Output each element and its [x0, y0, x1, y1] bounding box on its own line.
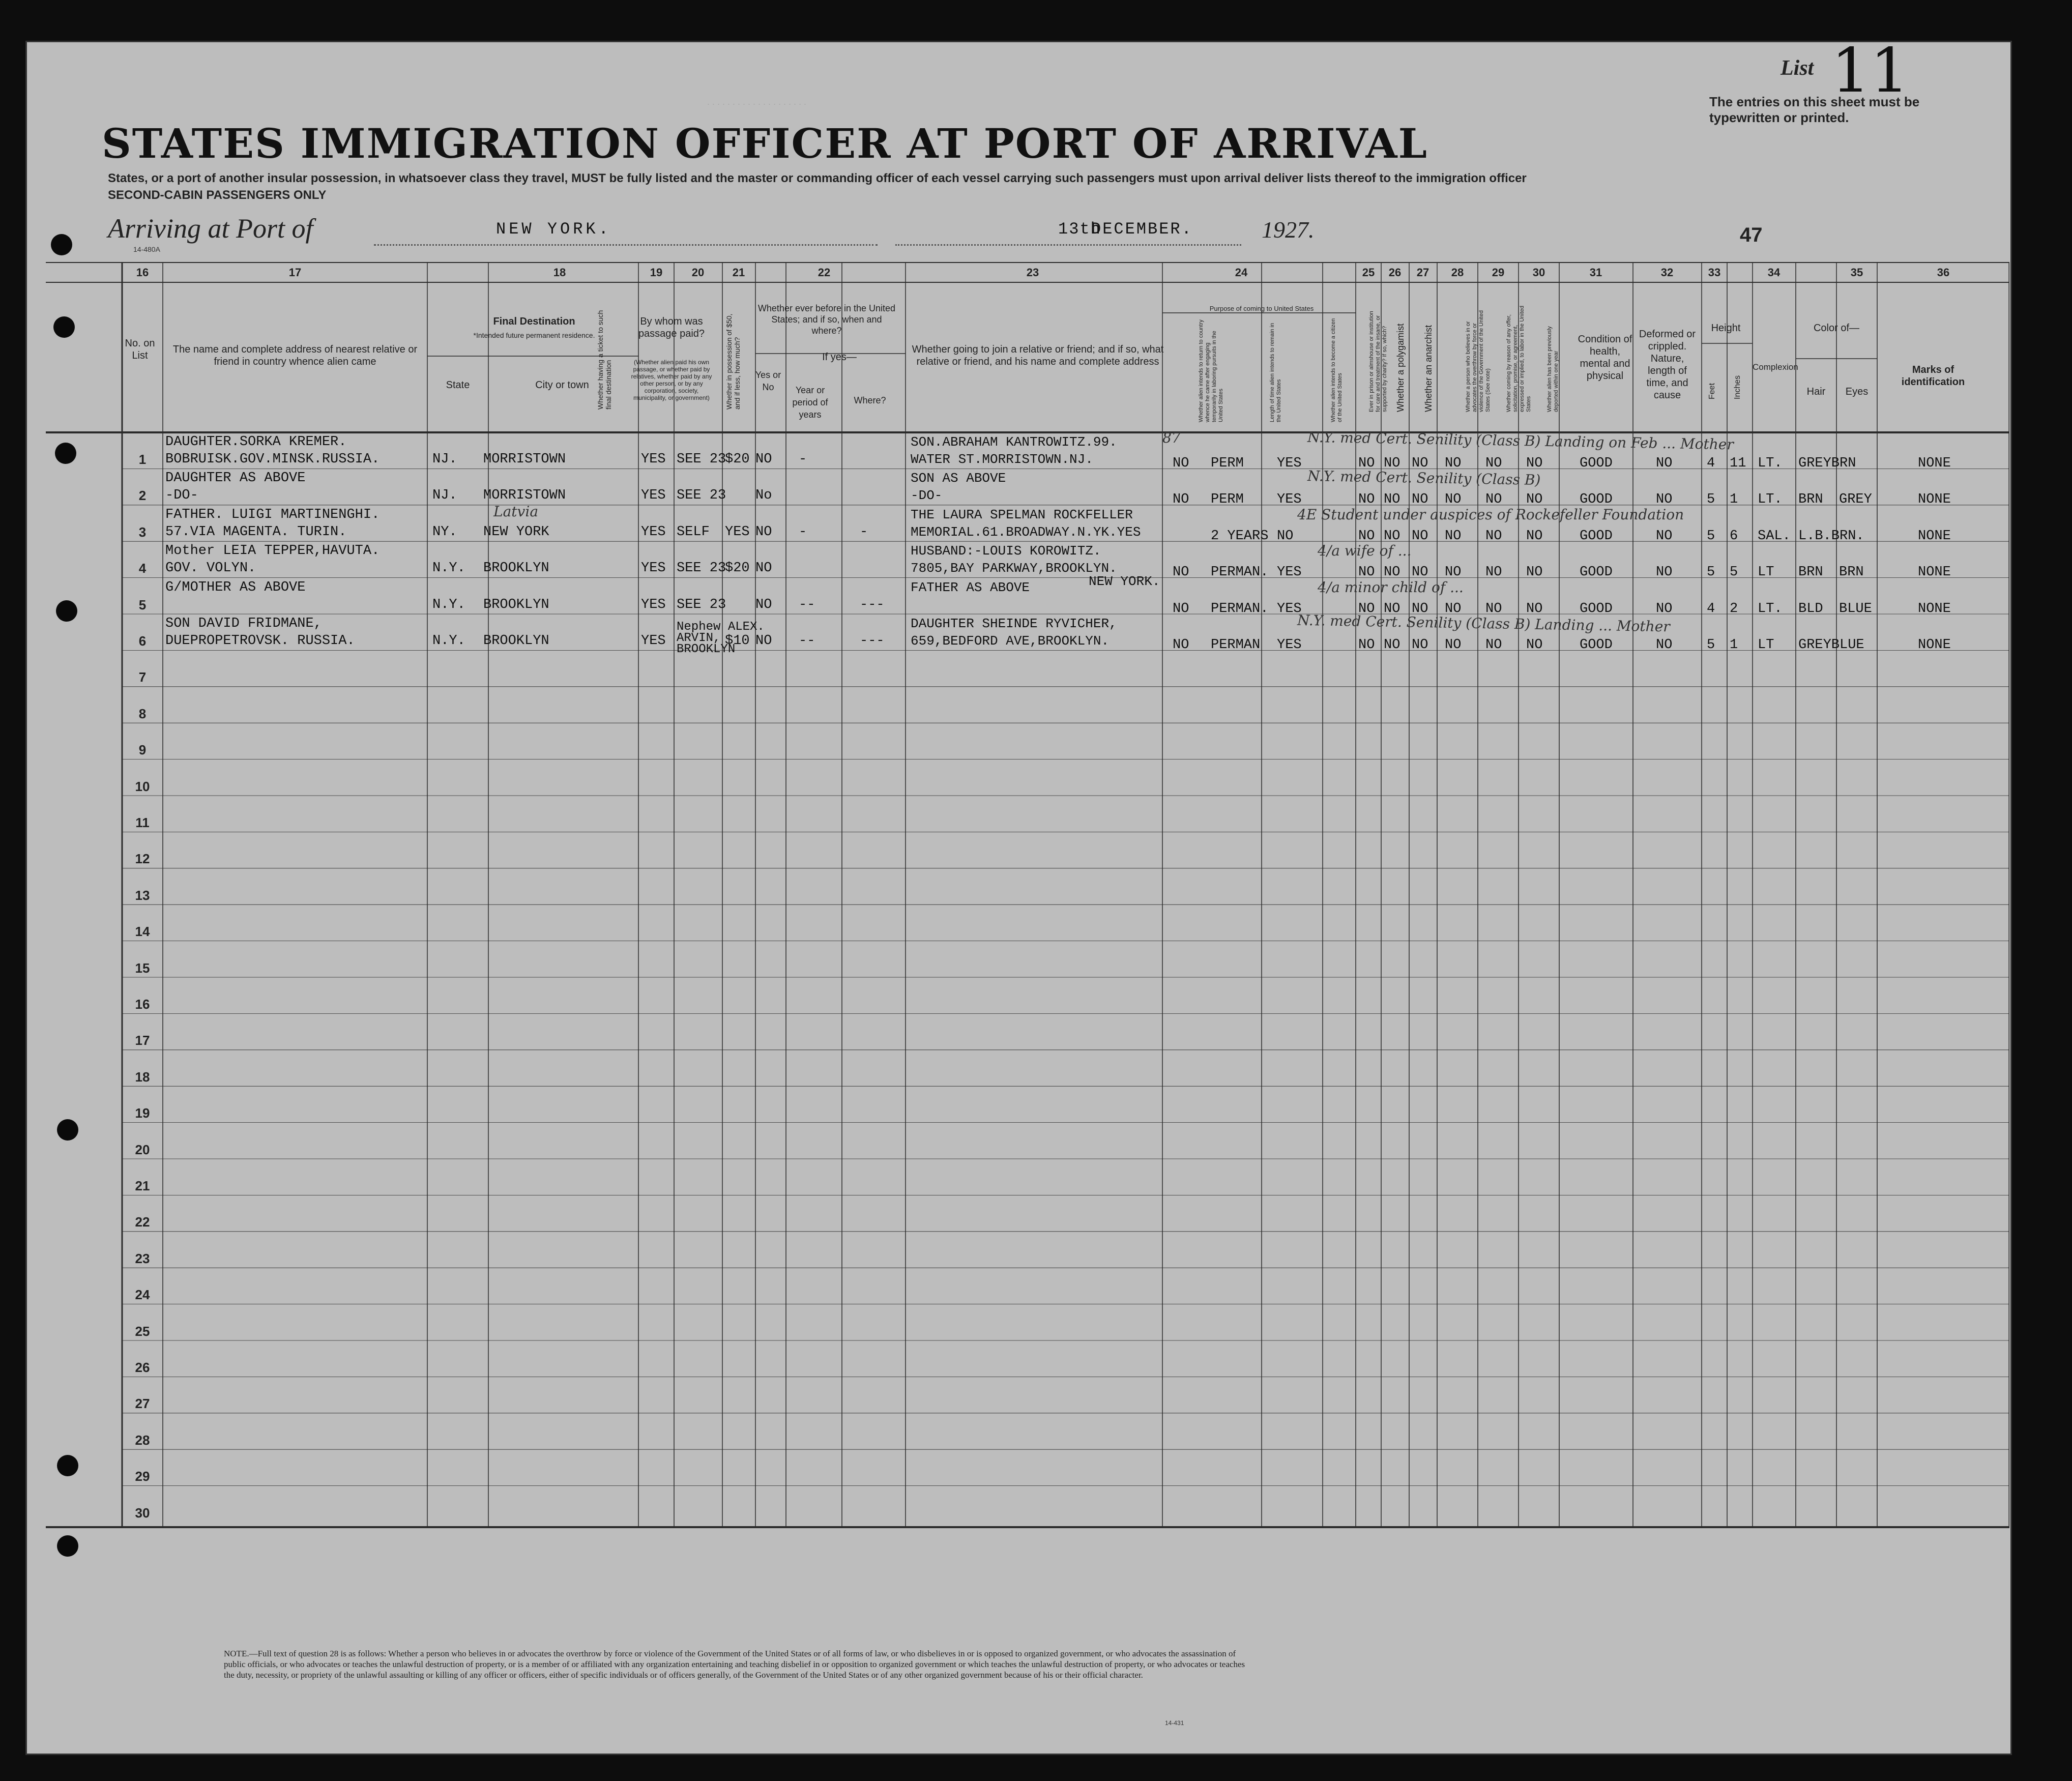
- complexion-value: LT: [1758, 637, 1774, 653]
- eyes-value: BRN: [1839, 565, 1864, 580]
- coming-offer-value: NO: [1485, 492, 1502, 508]
- header-inches: Inches: [1733, 375, 1742, 399]
- header-yes-no: Yes or No: [755, 370, 781, 392]
- header-eyes: Eyes: [1845, 386, 1869, 397]
- purpose-length-value: 2 YEARS: [1211, 528, 1269, 544]
- deported-value: NO: [1526, 456, 1543, 471]
- ticket-value: YES: [641, 488, 666, 504]
- header-color-of: Color of—: [1813, 323, 1860, 334]
- column-number: 27: [1416, 266, 1429, 279]
- row-number: 20: [135, 1142, 150, 1157]
- before-in-us-value: NO: [755, 524, 772, 540]
- complexion-value: LT.: [1758, 492, 1783, 508]
- destination-city: NEW YORK: [483, 524, 549, 540]
- header-marks: Marks of identification: [1901, 364, 1965, 388]
- year-period-value: --: [799, 597, 815, 612]
- hair-value: BRN: [1798, 565, 1823, 580]
- coming-offer-value: NO: [1485, 528, 1502, 544]
- hair-value: BRN: [1798, 492, 1823, 508]
- header-ticket: Whether having a ticket to such final destination: [596, 310, 612, 410]
- overthrow-value: NO: [1445, 456, 1462, 471]
- row-number: 19: [135, 1105, 150, 1121]
- relative-name: Mother LEIA TEPPER,HAVUTA.: [165, 543, 380, 559]
- deported-value: NO: [1526, 528, 1543, 544]
- passage-paid-value: SELF: [677, 524, 710, 540]
- header-purpose-return: Whether alien intends to return to country whence he came after engaging temporarily in laboring pursuits in the United States: [1198, 319, 1224, 422]
- money-value: YES: [725, 524, 750, 540]
- coming-offer-value: NO: [1485, 637, 1502, 653]
- height-inches-value: 6: [1730, 528, 1738, 544]
- row-number: 11: [135, 815, 150, 830]
- column-number: 32: [1660, 266, 1674, 279]
- intro-text: States, or a port of another insular possession, in whatsoever class they travel, MUST be fully listed and the master or commanding officer of each vessel carrying such passengers must upon arrival deliver lists thereof to the immigration officer: [108, 171, 1527, 185]
- where-value: ---: [860, 633, 885, 649]
- column-number: 24: [1235, 266, 1248, 279]
- row-number: 18: [135, 1069, 150, 1085]
- deported-value: NO: [1526, 492, 1543, 508]
- handwritten-note-row-1: N.Y. med Cert. Senility (Class B) Landing on Feb ... Mother: [1307, 428, 1734, 453]
- deported-value: NO: [1526, 601, 1543, 617]
- coming-offer-value: NO: [1485, 601, 1502, 617]
- row-number: 13: [135, 887, 150, 903]
- row-number: 5: [138, 597, 147, 612]
- marks-value: NONE: [1918, 528, 1951, 544]
- header-prison: Ever in prison or almshouse or institution for care and treatment of the insane, or supported by charity? If so, which?: [1368, 311, 1388, 412]
- column-number: 17: [288, 266, 302, 279]
- destination-state: NJ.: [432, 488, 457, 504]
- health-value: GOOD: [1580, 528, 1613, 544]
- hair-value: GREYBLUE: [1798, 637, 1864, 653]
- before-in-us-value: NO: [755, 597, 772, 612]
- overthrow-value: NO: [1445, 601, 1462, 617]
- list-number: 11: [1831, 36, 1909, 106]
- health-value: GOOD: [1580, 601, 1613, 617]
- ticket-value: YES: [641, 633, 666, 649]
- relative-address: DUEPROPETROVSK. RUSSIA.: [165, 633, 355, 649]
- header-deported: Whether alien has been previously deported within one year: [1546, 326, 1559, 412]
- health-value: GOOD: [1580, 456, 1613, 471]
- header-no-on-list: No. on List: [125, 338, 155, 361]
- header-coming-offer: Whether coming by reason of any offer, solicitation, promise, or agreement, expressed or implied, to labor in the United States: [1506, 305, 1532, 412]
- relative-address: -DO-: [165, 488, 198, 504]
- money-value: $20: [725, 452, 750, 467]
- cabin-class: SECOND-CABIN PASSENGERS ONLY: [108, 188, 327, 202]
- purpose-citizen-value: YES: [1277, 601, 1302, 617]
- handwritten-age-note: 87: [1162, 429, 1181, 446]
- purpose-return-value: NO: [1173, 565, 1189, 580]
- overthrow-value: NO: [1445, 528, 1462, 544]
- header-purpose-citizen: Whether alien intends to become a citizen of the United States: [1330, 318, 1343, 422]
- ticket-value: YES: [641, 561, 666, 576]
- column-number: 31: [1589, 266, 1602, 279]
- joining-address: MEMORIAL.61.BROADWAY.N.YK.YES: [911, 524, 1141, 540]
- column-number: 22: [818, 266, 831, 279]
- marks-value: NONE: [1918, 492, 1951, 508]
- passage-paid-value: SEE 23: [677, 488, 726, 504]
- column-number: 20: [691, 266, 705, 279]
- header-polygamist: Whether a polygamist: [1395, 323, 1406, 412]
- complexion-value: LT.: [1758, 456, 1783, 471]
- column-number: 23: [1026, 266, 1039, 279]
- passage-paid-value-2: ARVIN,: [677, 631, 721, 645]
- row-number: 9: [138, 742, 147, 758]
- row-number: 6: [138, 633, 147, 649]
- polygamist-value: NO: [1384, 528, 1400, 544]
- row-number: 27: [135, 1396, 150, 1412]
- column-number: 18: [553, 266, 566, 279]
- complexion-value: LT.: [1758, 601, 1783, 617]
- hair-value: BLD: [1798, 601, 1823, 617]
- height-inches-value: 2: [1730, 601, 1738, 617]
- footer-form-code: 14-431: [1165, 1719, 1184, 1727]
- joining-address: 659,BEDFORD AVE,BROOKLYN.: [911, 633, 1110, 649]
- bleed-through-text: . . . . . . . . . . . . . . . . . . . .: [707, 97, 807, 107]
- before-in-us-value: NO: [755, 452, 772, 467]
- deported-value: NO: [1526, 565, 1543, 580]
- row-number: 28: [135, 1432, 150, 1448]
- hair-value: L.B.BRN.: [1798, 528, 1864, 544]
- marks-value: NONE: [1918, 601, 1951, 617]
- relative-address: BOBRUISK.GOV.MINSK.RUSSIA.: [165, 452, 380, 467]
- row-number: 21: [135, 1178, 150, 1193]
- prison-value: NO: [1358, 492, 1375, 508]
- height-feet-value: 5: [1707, 565, 1715, 580]
- column-number: 28: [1451, 266, 1464, 279]
- passage-paid-value: SEE 23: [677, 597, 726, 612]
- deformed-value: NO: [1656, 565, 1673, 580]
- purpose-return-value: NO: [1173, 492, 1189, 508]
- header-relative: The name and complete address of nearest relative or friend in country whence alien came: [172, 344, 418, 367]
- eyes-value: GREY: [1839, 492, 1872, 508]
- handwritten-note-row-5: 4/a minor child of ...: [1318, 578, 1464, 596]
- where-value: -: [860, 524, 868, 540]
- header-money: Whether in possession of $50, and if less, how much?: [725, 313, 741, 410]
- complexion-value: SAL.: [1758, 528, 1791, 544]
- before-in-us-value: NO: [755, 561, 772, 576]
- destination-city: BROOKLYN: [483, 561, 549, 576]
- row-number: 8: [138, 706, 147, 721]
- row-number: 30: [135, 1505, 150, 1521]
- date-dotline: [895, 244, 1241, 246]
- polygamist-value: NO: [1384, 492, 1400, 508]
- header-purpose-length: Length of time alien intends to remain in the United States: [1269, 323, 1282, 422]
- header-anarchist: Whether an anarchist: [1423, 325, 1434, 412]
- column-number: 29: [1492, 266, 1505, 279]
- header-final-destination: Final Destination: [493, 316, 575, 327]
- joining-name: SON.ABRAHAM KANTROWITZ.99.: [911, 434, 1117, 450]
- health-value: GOOD: [1580, 565, 1613, 580]
- footnote-question-28: NOTE.—Full text of question 28 is as follows: Whether a person who believes in or advocates the overthrow by force or violence of the Government of the United States or of all forms of law, or who disbelieves in or is opposed to organized government, or who advocates the assassination of public officials, or who advocates or teaches the unlawful destruction of property, or is a member of or affiliated with any organization entertaining and teaching disbelief in or opposition to organized government or which teaches the unlawful destruction of property, or who advocates or teaches the duty, necessity, or propriety of the unlawful assaulting or killing of any officer or officers, either of specific individuals or of officers generally, of the Government of the United States or of any other organized government because of his or their official character.: [224, 1649, 1245, 1680]
- health-value: GOOD: [1580, 637, 1613, 653]
- column-number: 30: [1532, 266, 1545, 279]
- joining-address: -DO-: [911, 488, 943, 504]
- before-in-us-value: No: [755, 488, 772, 504]
- destination-state: N.Y.: [432, 597, 465, 612]
- passage-paid-value-3: BROOKLYN: [677, 643, 736, 656]
- deformed-value: NO: [1656, 637, 1673, 653]
- row-number: 3: [138, 524, 147, 540]
- deported-value: NO: [1526, 637, 1543, 653]
- hair-value: GREYBRN: [1798, 456, 1856, 471]
- form-code: 14-480A: [133, 245, 160, 253]
- joining-name: DAUGHTER SHEINDE RYVICHER,: [911, 616, 1117, 631]
- anarchist-value: NO: [1412, 492, 1428, 508]
- row-number: 14: [135, 924, 150, 940]
- destination-city: MORRISTOWN: [483, 452, 566, 467]
- purpose-citizen-value: YES: [1277, 456, 1302, 471]
- header-complexion: Complexion: [1753, 362, 1798, 372]
- money-value: $10: [725, 633, 750, 649]
- header-passage-paid-note: (Whether alien paid his own passage, or whether paid by relatives, whether paid by any other person, or by any corporation, society, municipality, or government): [631, 359, 712, 401]
- height-feet-value: 4: [1707, 601, 1715, 617]
- header-before-in-us: Whether ever before in the United States; and if so, when and where?: [757, 303, 896, 336]
- polygamist-value: NO: [1384, 565, 1400, 580]
- destination-state: N.Y.: [432, 561, 465, 576]
- punch-hole: [51, 234, 72, 255]
- purpose-return-value: NO: [1173, 456, 1189, 471]
- anarchist-value: NO: [1412, 456, 1428, 471]
- where-value: ---: [860, 597, 885, 612]
- relative-address: GOV. VOLYN.: [165, 561, 256, 576]
- marks-value: NONE: [1918, 456, 1951, 471]
- arrival-day: 13th: [1058, 220, 1101, 239]
- destination-city: MORRISTOWN: [483, 488, 566, 504]
- polygamist-value: NO: [1384, 637, 1400, 653]
- joining-address: WATER ST.MORRISTOWN.NJ.: [911, 452, 1093, 467]
- purpose-length-value: PERM: [1211, 456, 1244, 471]
- height-feet-value: 5: [1707, 528, 1715, 544]
- row-number: 12: [135, 851, 150, 867]
- year-period-value: -: [799, 524, 807, 540]
- purpose-citizen-value: NO: [1277, 528, 1294, 544]
- header-deformed: Deformed or crippled. Nature, length of time, and cause: [1639, 329, 1696, 401]
- column-number: 36: [1937, 266, 1950, 279]
- column-number: 34: [1767, 266, 1781, 279]
- polygamist-value: NO: [1384, 601, 1400, 617]
- header-if-yes: If yes—: [822, 352, 857, 363]
- year-period-value: --: [799, 633, 815, 649]
- row-number: 22: [135, 1214, 150, 1230]
- relative-name: SON DAVID FRIDMANE,: [165, 616, 322, 631]
- column-number: 25: [1362, 266, 1375, 279]
- coming-offer-value: NO: [1485, 565, 1502, 580]
- column-number: 33: [1708, 266, 1721, 279]
- header-purpose: Purpose of coming to United States: [1209, 305, 1314, 312]
- passage-paid-value: Nephew ALEX.: [677, 620, 765, 634]
- relative-name: FATHER. LUIGI MARTINENGHI.: [165, 507, 380, 522]
- deformed-value: NO: [1656, 601, 1673, 617]
- deformed-value: NO: [1656, 492, 1673, 508]
- ticket-value: YES: [641, 524, 666, 540]
- typewriter-note: The entries on this sheet must be typewritten or printed.: [1709, 94, 1920, 125]
- joining-city: NEW YORK.: [1089, 574, 1160, 590]
- row-number: 7: [138, 669, 147, 685]
- handwritten-note-row-2: N.Y. med Cert. Senility (Class B): [1307, 468, 1541, 489]
- destination-state: NJ.: [432, 452, 457, 467]
- row-number: 4: [138, 561, 147, 576]
- height-inches-value: 1: [1730, 637, 1738, 653]
- row-number: 15: [135, 960, 150, 976]
- header-final-destination-note: *Intended future permanent residence.: [473, 331, 595, 339]
- handwritten-note-row-6: N.Y. med Cert. Senility (Class B) Landing ... Mother: [1297, 611, 1670, 635]
- destination-city: BROOKLYN: [483, 633, 549, 649]
- relative-name: DAUGHTER AS ABOVE: [165, 471, 306, 486]
- header-where: Where?: [854, 395, 886, 405]
- health-value: GOOD: [1580, 492, 1613, 508]
- height-inches-value: 1: [1730, 492, 1738, 508]
- manifest-table: [46, 262, 2009, 1610]
- row-number: 2: [138, 488, 147, 504]
- ticket-value: YES: [641, 597, 666, 612]
- prison-value: NO: [1358, 565, 1375, 580]
- marks-value: NONE: [1918, 637, 1951, 653]
- year-period-value: -: [799, 452, 807, 467]
- height-feet-value: 5: [1707, 637, 1715, 653]
- joining-name: SON AS ABOVE: [911, 471, 1006, 486]
- list-label: List: [1781, 56, 1814, 80]
- handwritten-destination-note: Latvia: [493, 503, 539, 520]
- joining-name: HUSBAND:-LOUIS KOROWITZ.: [911, 543, 1101, 559]
- header-city: City or town: [535, 379, 589, 391]
- prison-value: NO: [1358, 528, 1375, 544]
- port-dotline: [374, 244, 878, 246]
- purpose-return-value: NO: [1173, 601, 1189, 617]
- relative-address: 57.VIA MAGENTA. TURIN.: [165, 524, 347, 540]
- prison-value: NO: [1358, 637, 1375, 653]
- row-number: 25: [135, 1323, 150, 1339]
- passage-paid-value: SEE 23: [677, 452, 726, 467]
- arrival-year: 1927.: [1262, 217, 1315, 243]
- header-year-period: Year or period of years: [792, 385, 828, 420]
- eyes-value: BLUE: [1839, 601, 1872, 617]
- coming-offer-value: NO: [1485, 456, 1502, 471]
- handwritten-note-row-4: 4/a wife of ...: [1318, 542, 1412, 560]
- row-number: 1: [138, 452, 147, 467]
- height-inches-value: 11: [1730, 456, 1746, 471]
- row-number: 16: [135, 997, 150, 1012]
- joining-name: THE LAURA SPELMAN ROCKFELLER: [911, 507, 1133, 522]
- anarchist-value: NO: [1412, 528, 1428, 544]
- overthrow-value: NO: [1445, 637, 1462, 653]
- joining-address: 7805,BAY PARKWAY,BROOKLYN.: [911, 561, 1117, 576]
- polygamist-value: NO: [1384, 456, 1400, 471]
- arriving-label: Arriving at Port of: [108, 213, 313, 244]
- header-hair: Hair: [1806, 386, 1826, 397]
- row-number: 26: [135, 1360, 150, 1375]
- row-number: 10: [135, 778, 150, 794]
- header-height: Height: [1711, 323, 1741, 334]
- height-inches-value: 5: [1730, 565, 1738, 580]
- anarchist-value: NO: [1412, 601, 1428, 617]
- purpose-citizen-value: YES: [1277, 637, 1302, 653]
- relative-name: DAUGHTER.SORKA KREMER.: [165, 434, 347, 450]
- purpose-return-value: NO: [1173, 637, 1189, 653]
- column-number: 19: [650, 266, 663, 279]
- row-number: 23: [135, 1250, 150, 1266]
- relative-name: G/MOTHER AS ABOVE: [165, 579, 306, 595]
- arrival-port: NEW YORK.: [496, 220, 611, 239]
- purpose-length-value: PERMAN.: [1211, 565, 1269, 580]
- joining-name: FATHER AS ABOVE: [911, 579, 1030, 595]
- prison-value: NO: [1358, 456, 1375, 471]
- deformed-value: NO: [1656, 456, 1673, 471]
- header-condition: Condition of health, mental and physical: [1578, 334, 1632, 382]
- overthrow-value: NO: [1445, 492, 1462, 508]
- purpose-length-value: PERMAN: [1211, 637, 1261, 653]
- height-feet-value: 5: [1707, 492, 1715, 508]
- overthrow-value: NO: [1445, 565, 1462, 580]
- destination-state: NY.: [432, 524, 457, 540]
- header-state: State: [446, 379, 470, 391]
- column-number: 16: [136, 266, 149, 279]
- row-number: 24: [135, 1287, 150, 1303]
- header-passage-paid: By whom was passage paid?: [638, 316, 705, 339]
- row-number: 17: [135, 1033, 150, 1048]
- purpose-citizen-value: YES: [1277, 565, 1302, 580]
- purpose-citizen-value: YES: [1277, 492, 1302, 508]
- destination-state: N.Y.: [432, 633, 465, 649]
- header-joining: Whether going to join a relative or friend; and if so, what relative or friend, and his name and complete address: [912, 344, 1164, 367]
- header-feet: Feet: [1708, 383, 1716, 399]
- deformed-value: NO: [1656, 528, 1673, 544]
- destination-city: BROOKLYN: [483, 597, 549, 612]
- ticket-value: YES: [641, 452, 666, 467]
- purpose-length-value: PERM: [1211, 492, 1244, 508]
- column-number: 21: [732, 266, 745, 279]
- column-number: 35: [1850, 266, 1863, 279]
- height-feet-value: 4: [1707, 456, 1715, 471]
- column-number: 26: [1388, 266, 1402, 279]
- before-in-us-value: NO: [755, 633, 772, 649]
- anarchist-value: NO: [1412, 637, 1428, 653]
- money-value: $20: [725, 561, 750, 576]
- handwritten-note-row-3: 4E Student under auspices of Rockefeller Foundation: [1297, 506, 1684, 523]
- purpose-length-value: PERMAN.: [1211, 601, 1269, 617]
- marks-value: NONE: [1918, 565, 1951, 580]
- page-title: STATES IMMIGRATION OFFICER AT PORT OF ARRIVAL: [102, 120, 1428, 167]
- header-overthrow: Whether a person who believes in or advocates the overthrow by force or violence of the Government of the United States (See note): [1465, 310, 1491, 412]
- passage-paid-value: SEE 23: [677, 561, 726, 576]
- page-number: 47: [1740, 224, 1763, 246]
- prison-value: NO: [1358, 601, 1375, 617]
- arrival-month: DECEMBER.: [1091, 220, 1193, 239]
- complexion-value: LT: [1758, 565, 1774, 580]
- row-number: 29: [135, 1469, 150, 1484]
- anarchist-value: NO: [1412, 565, 1428, 580]
